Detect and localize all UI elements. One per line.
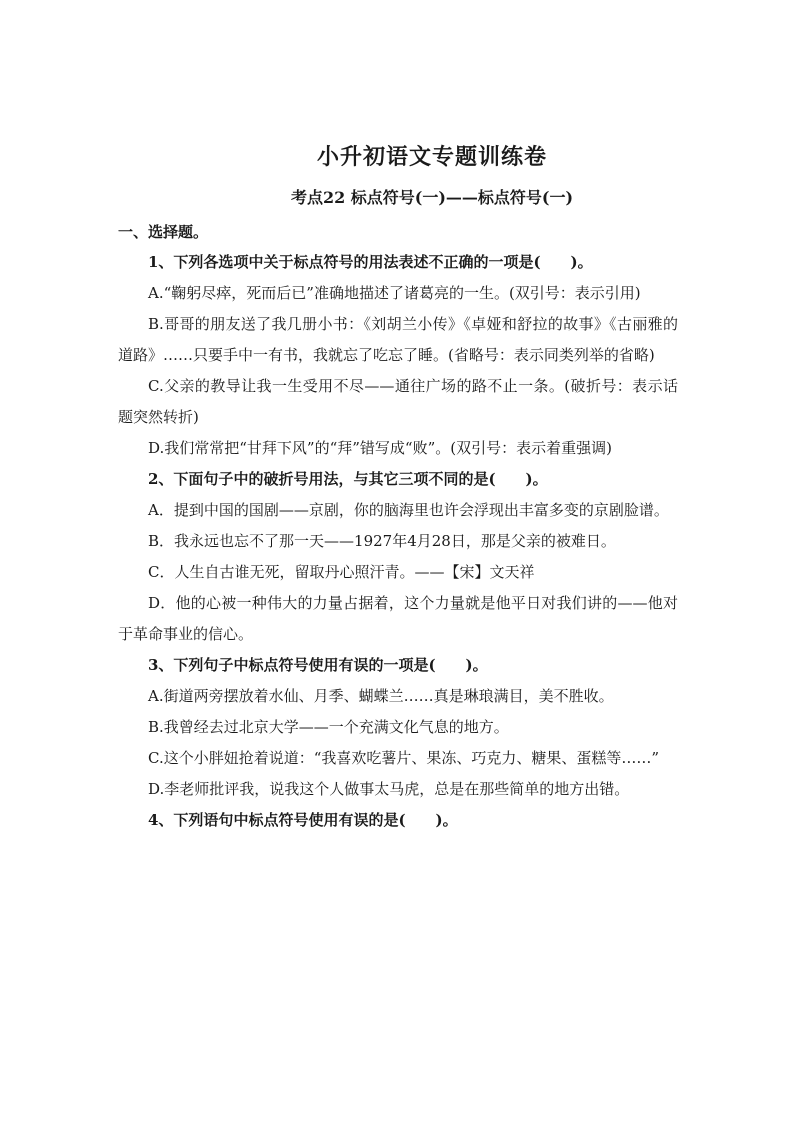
question-3-option-d: D.李老师批评我，说我这个人做事太马虎，总是在那些简单的地方出错。: [148, 780, 630, 798]
question-4-stem: 4、下列语句中标点符号使用有误的是( )。: [148, 811, 458, 829]
question-3-stem: 3、下列句子中标点符号使用有误的一项是( )。: [148, 656, 488, 674]
section-heading: 一、选择题。: [118, 223, 209, 241]
question-1-option-c: C.父亲的教导让我一生受用不尽——通往广场的路不止一条。(破折号：表示话题突然转折): [118, 377, 678, 426]
question-3-option-c: C.这个小胖妞抢着说道：“我喜欢吃薯片、果冻、巧克力、糖果、蛋糕等……”: [148, 749, 660, 767]
page-subtitle: 考点22 标点符号(一)——标点符号(一): [290, 188, 574, 207]
question-2-option-c: C．人生自古谁无死，留取丹心照汗青。——【宋】文天祥: [148, 563, 535, 581]
question-2-option-d: D．他的心被一种伟大的力量占据着，这个力量就是他平日对我们讲的——他对于革命事业的信心。: [118, 594, 678, 643]
question-1-option-d: D.我们常常把“甘拜下风”的“拜”错写成“败”。(双引号：表示着重强调): [148, 439, 612, 457]
question-1-stem: 1、下列各选项中关于标点符号的用法表述不正确的一项是( )。: [148, 253, 593, 271]
page-title: 小升初语文专题训练卷: [316, 144, 547, 170]
question-3-option-b: B.我曾经去过北京大学——一个充满文化气息的地方。: [148, 718, 509, 736]
question-1-option-b: B.哥哥的朋友送了我几册小书：《刘胡兰小传》《卓娅和舒拉的故事》《古丽雅的道路》……只要手中一有书，我就忘了吃忘了睡。(省略号：表示同类列举的省略): [118, 315, 678, 364]
question-1-option-a: A.“鞠躬尽瘁，死而后已”准确地描述了诸葛亮的一生。(双引号：表示引用): [148, 284, 641, 302]
question-2-option-a: A．提到中国的国剧——京剧，你的脑海里也许会浮现出丰富多变的京剧脸谱。: [148, 501, 669, 519]
question-2-stem: 2、下面句子中的破折号用法，与其它三项不同的是( )。: [148, 470, 548, 488]
question-3-option-a: A.街道两旁摆放着水仙、月季、蝴蝶兰……真是琳琅满目，美不胜收。: [148, 687, 614, 705]
question-2-option-b: B．我永远也忘不了那一天——1927年4月28日，那是父亲的被难日。: [148, 532, 616, 550]
question-list: [118, 247, 678, 836]
